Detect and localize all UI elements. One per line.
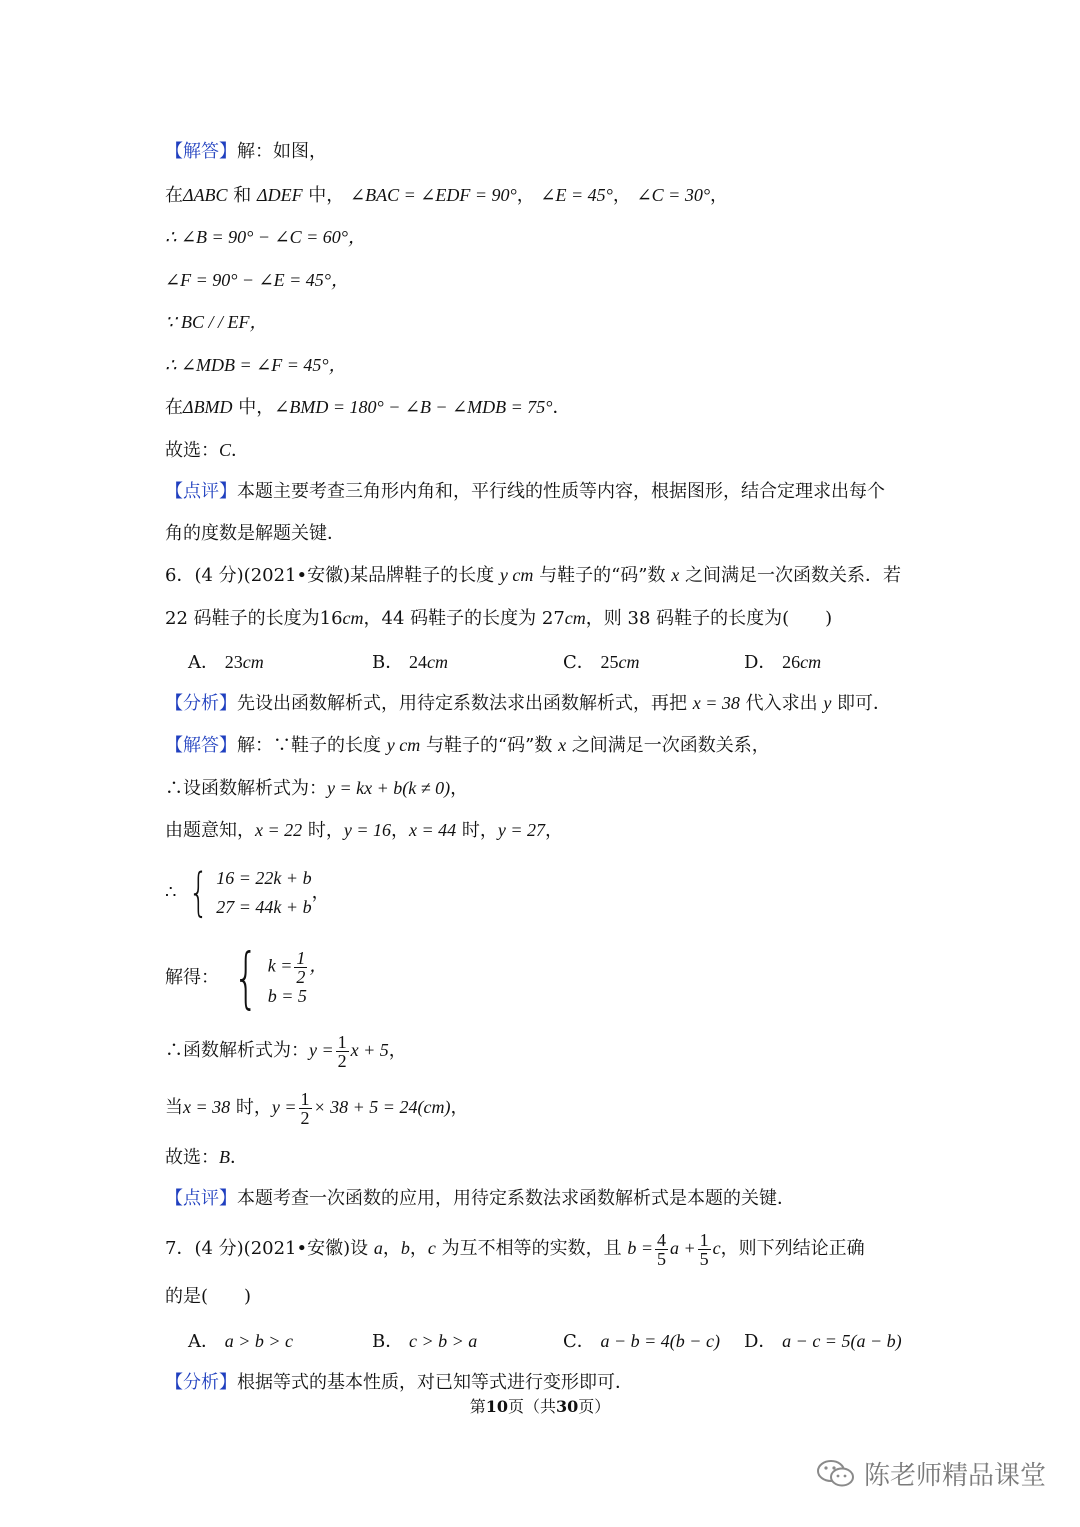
q6-line-2: 由题意知，x = 22 时，y = 16，x = 44 时，y = 27， <box>165 820 564 841</box>
q6-option-d: D． 26cm <box>744 652 822 673</box>
q6-analysis: 【分析】先设出函数解析式，用待定系数法求出函数解析式，再把 x = 38 代入求出 y 即可． <box>165 693 892 714</box>
q6-option-a: A． 23cm <box>188 652 264 673</box>
q6-stem-1: 6．(4 分)(2021•安徽)某品牌鞋子的长度 y cm 与鞋子的“码”数 x 之间满足一次函数关系．若 <box>165 565 901 586</box>
answer-tag: 【解答】 <box>165 735 237 756</box>
q7-analysis: 【分析】根据等式的基本性质，对已知等式进行变形即可． <box>165 1372 633 1393</box>
q6-solution: 解得： { k = $\frac{1}{2}$ ， b = 5 <box>165 939 328 1016</box>
q6-function: ∴函数解析式为：y = $\frac{1}{2}$ x + 5， <box>165 1031 407 1071</box>
q7-option-a: A． a > b > c <box>188 1331 294 1352</box>
q5-line-1: 在ΔABC 和 ΔDEF 中， ∠BAC = ∠EDF = 90°， ∠E = 45°， ∠C = 30°， <box>165 185 729 206</box>
q7-stem-1: 7．(4 分)(2021•安徽)设 a，b，c 为互不相等的实数，且 b = $\frac{4}{5}$ a + $\frac{1}{5}$ c，则下列结论正确 <box>165 1229 865 1269</box>
q6-choice: 故选：B． <box>165 1147 248 1168</box>
q5-line-4: ∵ BC / / EF， <box>165 312 268 332</box>
q7-option-c: C． a − b = 4(b − c) <box>563 1331 720 1352</box>
q6-answer-intro: 【解答】解：∵鞋子的长度 y cm 与鞋子的“码”数 x 之间满足一次函数关系， <box>165 735 770 756</box>
analysis-tag: 【分析】 <box>165 693 237 714</box>
q5-choice: 故选：C． <box>165 440 250 461</box>
brace-icon: { <box>233 939 259 1016</box>
q6-line-1: ∴设函数解析式为：y = kx + b(k ≠ 0)， <box>165 778 469 799</box>
analysis-tag: 【分析】 <box>165 1372 237 1393</box>
answer-tag: 【解答】 <box>165 141 237 162</box>
q6-evaluate: 当x = 38 时，y = $\frac{1}{2}$ × 38 + 5 = 24(cm)， <box>165 1088 469 1128</box>
q6-options <box>188 648 988 676</box>
wechat-icon <box>816 1458 856 1490</box>
q6-stem-2: 22 码鞋子的长度为16cm，44 码鞋子的长度为 27cm，则 38 码鞋子的长度为( ) <box>165 608 833 629</box>
q7-stem-2: 的是( ) <box>165 1286 252 1307</box>
comment-tag: 【点评】 <box>165 1188 237 1209</box>
q5-line-6: 在ΔBMD 中，∠BMD = 180° − ∠B − ∠MDB = 75°． <box>165 397 571 418</box>
q7-option-b: B． c > b > a <box>372 1331 478 1352</box>
q5-comment: 【点评】本题主要考查三角形内角和，平行线的性质等内容，根据图形，结合定理求出每个 <box>165 481 885 502</box>
q6-option-b: B． 24cm <box>372 652 448 673</box>
q5-line-3: ∠F = 90° − ∠E = 45°， <box>165 270 349 290</box>
q5-answer-intro: 【解答】解：如图， <box>165 141 327 162</box>
q5-comment-cont: 角的度数是解题关键． <box>165 523 345 544</box>
q7-options <box>188 1327 988 1355</box>
watermark: 陈老师精品课堂 <box>816 1455 1046 1492</box>
page-footer: 第10页（共30页） <box>469 1397 611 1416</box>
comment-tag: 【点评】 <box>165 481 237 502</box>
q7-option-d: D． a − c = 5(a − b) <box>744 1331 902 1352</box>
q6-comment: 【点评】本题考查一次函数的应用，用待定系数法求函数解析式是本题的关键． <box>165 1188 795 1209</box>
q6-option-c: C． 25cm <box>563 652 640 673</box>
q6-system: ∴ { 16 = 22k + b 27 = 44k + b ， <box>165 863 330 923</box>
q5-line-5: ∴ ∠MDB = ∠F = 45°， <box>165 355 347 375</box>
brace-icon: { <box>188 863 209 923</box>
q5-line-2: ∴ ∠B = 90° − ∠C = 60°， <box>165 227 366 247</box>
